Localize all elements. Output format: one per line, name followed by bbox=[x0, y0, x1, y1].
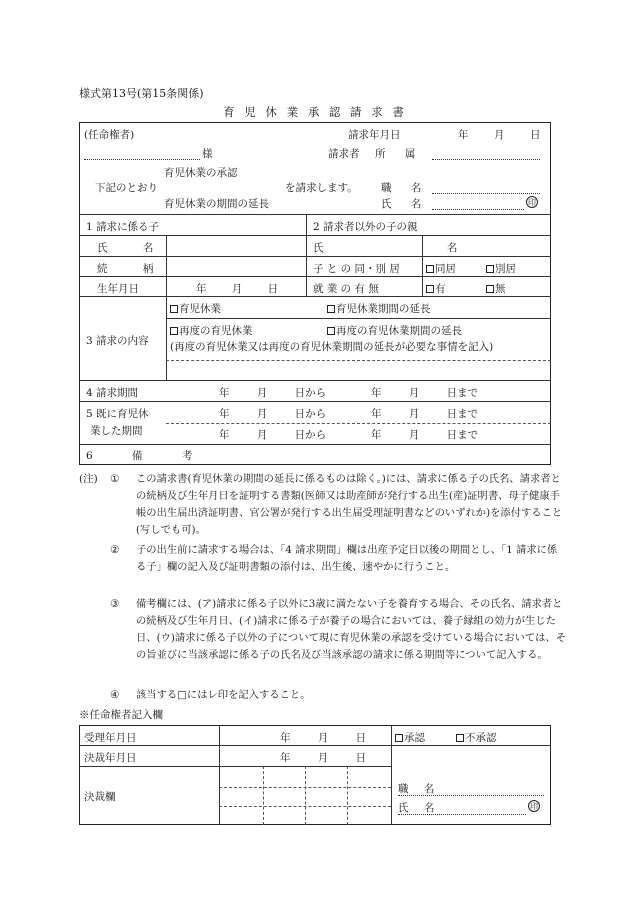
request-date-year: 年 bbox=[458, 129, 469, 141]
section4-heading: 4 請求期間 bbox=[86, 387, 139, 399]
past-period-from-1: 年 月 日から bbox=[219, 408, 327, 420]
note-number: ② bbox=[110, 544, 120, 556]
request-date-month: 月 bbox=[494, 129, 505, 141]
divider bbox=[219, 725, 220, 825]
note-number: ① bbox=[110, 473, 120, 485]
checkbox-icon[interactable] bbox=[327, 327, 335, 335]
section5-heading-line1: 5 既に育児休 bbox=[86, 408, 149, 420]
authority-name-line[interactable] bbox=[398, 814, 526, 815]
divider bbox=[166, 296, 167, 380]
option-re-leave-text: 再度の育児休業 bbox=[179, 325, 253, 337]
decision-box-label: 決裁欄 bbox=[84, 791, 116, 803]
affiliation-line[interactable] bbox=[432, 159, 540, 160]
employment-option-no[interactable] bbox=[486, 281, 506, 296]
note-number: ③ bbox=[110, 598, 120, 610]
divider bbox=[166, 318, 551, 319]
divider bbox=[306, 214, 307, 296]
note-text: この請求書(育児休業の期間の延長に係るものは除く。)には、請求に係る子の氏名、請求者との続柄及び生年月日を証明する書類(医師又は助産師が発行する出生(産)証明書、母子健康手帳の出生届出済証明書、官公署が発行する出生届受理証明書などのいずれか)を添付すること(写しでも可)。 bbox=[136, 473, 563, 536]
past-period-from-2: 年 月 日から bbox=[219, 429, 327, 441]
approval-line: 育児休業の承認 bbox=[164, 167, 238, 179]
request-suffix: を請求します。 bbox=[285, 182, 358, 194]
employment-no-text: 無 bbox=[495, 283, 506, 295]
checkbox-icon[interactable] bbox=[327, 305, 335, 313]
period-from: 年 月 日から bbox=[219, 387, 327, 399]
addressee-line[interactable] bbox=[84, 159, 200, 160]
note-text: 子の出生前に請求する場合は、「4 請求期間」欄は出産予定日以後の期間とし、「1 請求に係る子」欄の記入及び証明書類の添付は、出生後、速やかに行うこと。 bbox=[136, 544, 558, 573]
past-period-to-1: 年 月 日まで bbox=[371, 408, 479, 420]
cohabit-option-separate[interactable] bbox=[486, 261, 516, 276]
option-re-leave[interactable] bbox=[170, 323, 253, 338]
option-re-extension[interactable] bbox=[327, 323, 462, 338]
employment-label: 就 業 の 有 無 bbox=[313, 283, 379, 295]
divider bbox=[391, 745, 551, 746]
section3-heading: 3 請求の内容 bbox=[86, 335, 149, 347]
received-date: 年 月 日 bbox=[280, 732, 367, 744]
divider bbox=[79, 256, 551, 257]
checkbox-icon[interactable] bbox=[395, 734, 403, 742]
employment-yes-text: 有 bbox=[435, 283, 446, 295]
divider bbox=[391, 725, 392, 825]
child-relation-label: 続 柄 bbox=[97, 263, 170, 275]
cohabit-together-text: 同居 bbox=[435, 263, 456, 275]
divider bbox=[79, 276, 551, 277]
authority-seal-icon: 印 bbox=[530, 802, 538, 811]
form-number: 様式第13号(第15条関係) bbox=[79, 87, 204, 100]
section1-heading: 1 請求に係る子 bbox=[86, 221, 160, 233]
authority-post-line[interactable] bbox=[398, 795, 544, 796]
cohabit-label: 子 と の 同・別 居 bbox=[313, 263, 400, 275]
section2-heading: 2 請求者以外の子の親 bbox=[313, 221, 418, 233]
divider bbox=[422, 235, 423, 296]
divider bbox=[79, 235, 551, 236]
checkbox-icon[interactable] bbox=[486, 285, 494, 293]
option-re-extension-text: 再度の育児休業期間の延長 bbox=[336, 325, 462, 337]
disapprove-text: 不承認 bbox=[465, 732, 497, 744]
child-name-label: 氏 名 bbox=[97, 242, 170, 254]
other-parent-name-label: 氏 名 bbox=[313, 242, 518, 254]
divider bbox=[79, 766, 391, 767]
option-extension-text: 育児休業期間の延長 bbox=[336, 303, 431, 315]
note-text: 該当する□にはレ印を記入すること。 bbox=[136, 689, 311, 701]
decided-date: 年 月 日 bbox=[280, 752, 367, 764]
divider bbox=[79, 214, 551, 215]
reason-note: (再度の育児休業又は再度の育児休業期間の延長が必要な事情を記入) bbox=[170, 341, 494, 353]
divider bbox=[166, 423, 551, 424]
stamp-row-divider bbox=[219, 787, 391, 788]
request-date-day: 日 bbox=[530, 129, 541, 141]
note-text: 備考欄には、(ア)請求に係る子以外に3歳に満たない子を養育する場合、その氏名、請求者との続柄及び生年月日、(イ)請求に係る子が養子の場合においては、養子縁組の効力が生じた日、(ウ)請求に係る子以外の子について現に育児休業の承認を受けている場合においては、その旨並びに当該承認に係る子の氏名及び当該承認の請求に係る期間等について記入する。 bbox=[136, 598, 566, 661]
requester-label: 請求者 bbox=[328, 148, 360, 160]
cohabit-option-together[interactable] bbox=[426, 261, 456, 276]
checkbox-icon[interactable] bbox=[456, 734, 464, 742]
notes-label: (注) bbox=[79, 473, 98, 485]
note-number: ④ bbox=[110, 689, 120, 701]
checkbox-icon[interactable] bbox=[486, 265, 494, 273]
child-birth-label: 生年月日 bbox=[97, 283, 139, 295]
authority-section-heading: ※任命権者記入欄 bbox=[79, 709, 163, 721]
option-leave-text: 育児休業 bbox=[179, 303, 221, 315]
checkbox-icon[interactable] bbox=[426, 285, 434, 293]
divider bbox=[79, 444, 551, 445]
form-title: 育 児 休 業 承 認 請 求 書 bbox=[223, 105, 407, 119]
divider bbox=[79, 401, 551, 402]
extension-line: 育児休業の期間の延長 bbox=[164, 198, 269, 210]
divider bbox=[79, 296, 551, 297]
checkbox-icon[interactable] bbox=[170, 305, 178, 313]
authority-name-label: 氏 名 bbox=[398, 802, 441, 814]
stamp-column-divider bbox=[263, 766, 264, 825]
stamp-column-divider bbox=[347, 766, 348, 825]
disapprove-option[interactable] bbox=[456, 730, 497, 745]
authority-label: (任命権者) bbox=[84, 129, 135, 141]
post-label: 職 名 bbox=[381, 182, 430, 194]
option-extension[interactable] bbox=[327, 301, 431, 316]
name-line[interactable] bbox=[432, 209, 524, 210]
section6-heading: 6 備 考 bbox=[86, 450, 211, 462]
received-label: 受理年月日 bbox=[84, 732, 137, 744]
child-birth-value: 年 月 日 bbox=[196, 283, 279, 295]
intro-text: 下記のとおり bbox=[95, 182, 158, 194]
period-to: 年 月 日まで bbox=[371, 387, 479, 399]
requester-seal-icon: 印 bbox=[528, 198, 536, 207]
reason-write-line[interactable] bbox=[166, 360, 551, 361]
stamp-row-divider bbox=[219, 806, 391, 807]
divider bbox=[79, 380, 551, 381]
addressee-sama: 様 bbox=[202, 148, 213, 160]
past-period-to-2: 年 月 日まで bbox=[371, 429, 479, 441]
name-label: 氏 名 bbox=[381, 198, 430, 210]
option-leave[interactable] bbox=[170, 301, 221, 316]
post-line[interactable] bbox=[432, 193, 540, 194]
section5-heading-line2: 業した期間 bbox=[90, 425, 143, 437]
stamp-column-divider bbox=[305, 766, 306, 825]
decided-label: 決裁年月日 bbox=[84, 752, 137, 764]
checkbox-icon[interactable] bbox=[170, 327, 178, 335]
authority-post-label: 職 名 bbox=[398, 783, 441, 795]
approve-option[interactable] bbox=[395, 730, 425, 745]
employment-option-yes[interactable] bbox=[426, 281, 446, 296]
affiliation-label: 所 属 bbox=[375, 148, 424, 160]
cohabit-separate-text: 別居 bbox=[495, 263, 516, 275]
request-date-label: 請求年月日 bbox=[348, 129, 401, 141]
approve-text: 承認 bbox=[404, 732, 425, 744]
checkbox-icon[interactable] bbox=[426, 265, 434, 273]
